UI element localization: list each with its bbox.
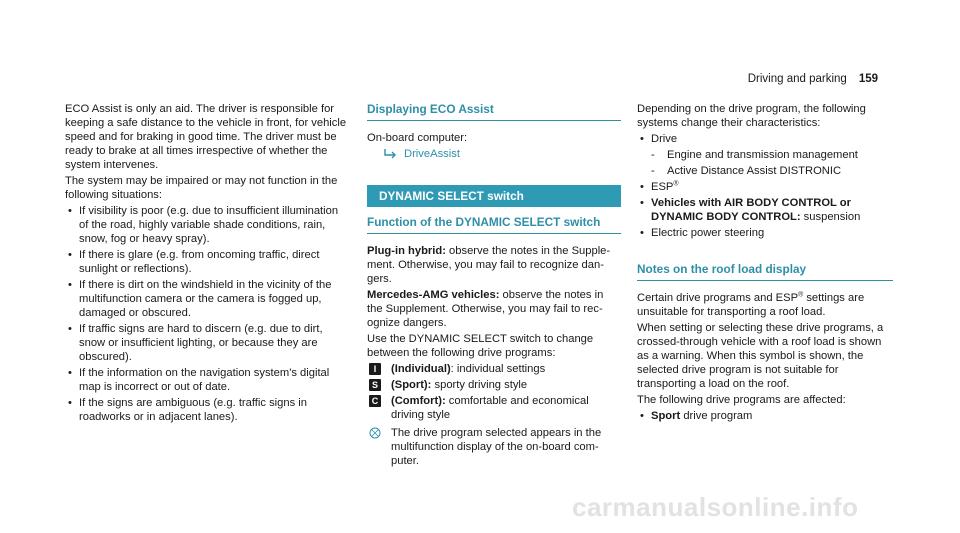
impairment-paragraph: The system may be impaired or may not function in the following situations: <box>65 175 338 201</box>
heading-roof-load: Notes on the roof load display <box>637 262 893 281</box>
sport-text: drive program <box>680 410 753 422</box>
affected-programs-list <box>637 409 893 423</box>
roof-paragraph-2: When setting or selecting these drive programs, a crossed-through vehicle with a roof load is shown as a warning. When this symbol is shown, the selected drive program is not suitable for transporting a load on the roof. <box>637 322 884 390</box>
list-item-sport <box>637 409 893 423</box>
mode-sport <box>367 378 621 392</box>
mode-label: (Individual) <box>391 363 451 375</box>
plugin-hybrid-label: Plug-in hybrid: <box>367 245 446 257</box>
list-item-esp <box>637 180 893 194</box>
amg-text: observe the notes in the Supplement. Otherwise, you may fail to recognize dangers. <box>367 289 604 329</box>
mode-label: (Comfort): <box>391 395 446 407</box>
heading-displaying-eco-assist: Displaying ECO Assist <box>367 102 621 121</box>
menu-path-drive-assist: DriveAssist <box>404 148 460 160</box>
amg-label: Mercedes-AMG vehicles: <box>367 289 500 301</box>
list-item-body-control <box>637 196 893 224</box>
list-item: • If there is glare (e.g. from oncoming traffic, direct sunlight or reflections). <box>65 248 347 276</box>
mode-individual <box>367 362 621 376</box>
sport-label: Sport <box>651 410 681 422</box>
body-control-text: suspension <box>800 211 861 223</box>
body-control-label: Vehicles with AIR BODY CONTROL or DYNAMIC BODY CONTROL: <box>651 197 851 223</box>
mode-label: (Sport): <box>391 379 432 391</box>
roof-paragraph-1 <box>637 291 893 319</box>
registered-mark: ® <box>673 180 679 188</box>
info-icon <box>369 427 381 439</box>
list-item-text: ESP <box>651 181 674 193</box>
banner-dynamic-select: DYNAMIC SELECT switch <box>367 185 621 207</box>
list-item: • If traffic signs are hard to discern (e.g. due to dirt, snow or insufficient lighting, or because they are obscured). <box>65 322 347 364</box>
roof-text: settings are unsuitable for transporting a roof load. <box>637 292 865 318</box>
list-item: • If visibility is poor (e.g. due to insufficient illumination of the road, highly variable shade conditions, rain, snow, fog or heavy spray). <box>65 204 347 246</box>
heading-function-dynamic-select: Function of the DYNAMIC SELECT switch <box>367 215 621 234</box>
sport-mode-icon: S <box>369 379 381 391</box>
note <box>367 426 621 468</box>
situations-list <box>65 204 347 424</box>
roof-text: Certain drive programs and ESP <box>637 292 799 304</box>
intro-paragraph: ECO Assist is only an aid. The driver is responsible for keeping a safe distance to the vehicle in front, for vehicle speed and for braking in good time. The driver must be ready to brake at all times irrespective of whether the system intervenes. <box>65 103 347 171</box>
registered-mark: ® <box>798 291 804 299</box>
drive-sublist <box>651 148 893 178</box>
list-item-text: Drive <box>651 133 678 145</box>
list-item-drive <box>637 132 893 178</box>
systems-list <box>637 132 893 240</box>
mode-comfort <box>367 394 621 422</box>
page-header <box>748 72 878 86</box>
sublist-item: - Active Distance Assist DISTRONIC <box>651 164 893 178</box>
mode-text: sporty driving style <box>431 379 528 391</box>
sublist-item: - Engine and transmission management <box>651 148 893 162</box>
watermark: carmanualsonline.info <box>572 492 859 522</box>
mode-text: : individual settings <box>450 363 546 375</box>
column-2 <box>367 102 621 468</box>
section-title: Driving and parking <box>747 73 847 85</box>
amg-paragraph <box>367 288 621 330</box>
column-3 <box>637 102 893 425</box>
menu-path <box>383 147 621 161</box>
plugin-hybrid-text: observe the notes in the Supplement. Otherwise, you may fail to recognize dangers. <box>367 245 611 285</box>
onboard-computer-label: On-board computer: <box>367 132 468 144</box>
page-number: 159 <box>858 73 878 85</box>
note-text: The drive program selected appears in the multifunction display of the on-board computer. <box>391 427 602 467</box>
list-item: • If the signs are ambiguous (e.g. traffic signs in roadworks or in adjacent lanes). <box>65 396 347 424</box>
plugin-hybrid-paragraph <box>367 244 621 286</box>
roof-paragraph-3: The following drive programs are affected: <box>637 394 846 406</box>
comfort-mode-icon: C <box>369 395 381 407</box>
list-item: • If the information on the navigation system's digital map is incorrect or out of date. <box>65 366 347 394</box>
list-item-steering: • Electric power steering <box>637 226 893 240</box>
individual-mode-icon: I <box>369 363 381 375</box>
mode-text: comfortable and economical driving style <box>391 395 589 421</box>
column-1 <box>65 102 347 426</box>
list-item: • If there is dirt on the windshield in the vicinity of the multifunction camera or the camera is fogged up, damaged or obscured. <box>65 278 347 320</box>
characteristics-intro: Depending on the drive program, the following systems change their characteristics: <box>637 103 866 129</box>
arrow-right-icon <box>383 148 397 160</box>
use-switch-paragraph: Use the DYNAMIC SELECT switch to change between the following drive programs: <box>367 333 594 359</box>
